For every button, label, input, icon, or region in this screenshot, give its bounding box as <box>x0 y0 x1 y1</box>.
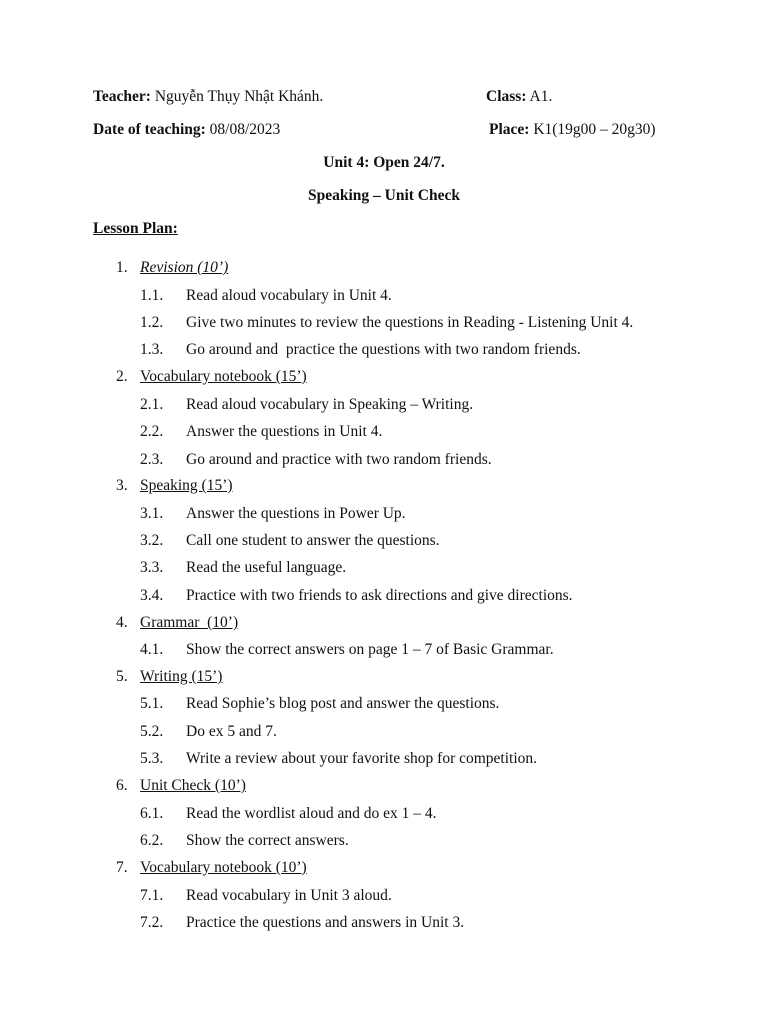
item-text: Show the correct answers on page 1 – 7 of Basic Grammar. <box>186 641 554 658</box>
item-number: 2.2. <box>140 423 164 440</box>
item-text: Answer the questions in Power Up. <box>186 505 406 522</box>
item-text: Read the useful language. <box>186 559 347 576</box>
item-number: 7.2. <box>140 914 164 931</box>
section-title-speaking: Speaking (15’) <box>140 477 233 494</box>
item-number: 2.1. <box>140 396 164 413</box>
section-number: 4. <box>116 614 128 631</box>
place-line <box>489 121 656 139</box>
item-text: Answer the questions in Unit 4. <box>186 423 383 440</box>
section-number: 7. <box>116 859 128 876</box>
section-number: 2. <box>116 368 128 385</box>
section-number: 6. <box>116 777 128 794</box>
item-number: 1.3. <box>140 341 164 358</box>
item-number: 2.3. <box>140 451 164 468</box>
item-text: Practice the questions and answers in Unit 3. <box>186 914 465 931</box>
item-number: 5.1. <box>140 695 164 712</box>
place-value: K1(19g00 – 20g30) <box>533 121 656 138</box>
date-line <box>93 121 280 139</box>
section-title-vocabulary-2: Vocabulary notebook (10’) <box>140 859 307 876</box>
date-label: Date of teaching: <box>93 121 206 138</box>
teacher-line <box>93 88 323 106</box>
section-title-revision: Revision (10’) <box>140 259 229 276</box>
item-text: Read aloud vocabulary in Speaking – Writing. <box>186 396 474 413</box>
item-text: Go around and practice the questions with two random friends. <box>186 341 581 358</box>
section-title-grammar: Grammar (10’) <box>140 614 239 631</box>
class-line <box>486 88 552 106</box>
section-title-vocabulary: Vocabulary notebook (15’) <box>140 368 307 385</box>
item-number: 4.1. <box>140 641 164 658</box>
section-title-unit-check: Unit Check (10’) <box>140 777 246 794</box>
lesson-plan-heading: Lesson Plan: <box>93 220 178 237</box>
item-number: 1.2. <box>140 314 164 331</box>
teacher-value: Nguyễn Thụy Nhật Khánh. <box>154 88 324 105</box>
item-text: Show the correct answers. <box>186 832 349 849</box>
item-text: Read aloud vocabulary in Unit 4. <box>186 287 392 304</box>
unit-title: Unit 4: Open 24/7. <box>323 154 445 171</box>
item-number: 3.2. <box>140 532 164 549</box>
item-text: Write a review about your favorite shop for competition. <box>186 750 538 767</box>
item-text: Go around and practice with two random friends. <box>186 451 492 468</box>
item-number: 5.2. <box>140 723 164 740</box>
item-text: Give two minutes to review the questions in Reading - Listening Unit 4. <box>186 314 634 331</box>
item-text: Do ex 5 and 7. <box>186 723 277 740</box>
section-number: 5. <box>116 668 128 685</box>
item-number: 1.1. <box>140 287 164 304</box>
item-text: Call one student to answer the questions. <box>186 532 440 549</box>
item-number: 3.3. <box>140 559 164 576</box>
class-value: A1. <box>529 88 553 105</box>
place-label: Place: <box>489 121 530 138</box>
item-text: Read Sophie’s blog post and answer the questions. <box>186 695 500 712</box>
section-number: 3. <box>116 477 128 494</box>
teacher-label: Teacher: <box>93 88 151 105</box>
item-number: 3.1. <box>140 505 164 522</box>
item-number: 7.1. <box>140 887 164 904</box>
date-value: 08/08/2023 <box>209 121 281 138</box>
section-number: 1. <box>116 259 128 276</box>
item-text: Practice with two friends to ask directions and give directions. <box>186 587 573 604</box>
section-title: Speaking – Unit Check <box>307 187 461 204</box>
item-number: 6.2. <box>140 832 164 849</box>
item-number: 6.1. <box>140 805 164 822</box>
item-text: Read vocabulary in Unit 3 aloud. <box>186 887 392 904</box>
item-number: 5.3. <box>140 750 164 767</box>
section-title-writing: Writing (15’) <box>140 668 223 685</box>
item-number: 3.4. <box>140 587 164 604</box>
item-text: Read the wordlist aloud and do ex 1 – 4. <box>186 805 437 822</box>
class-label: Class: <box>486 88 527 105</box>
